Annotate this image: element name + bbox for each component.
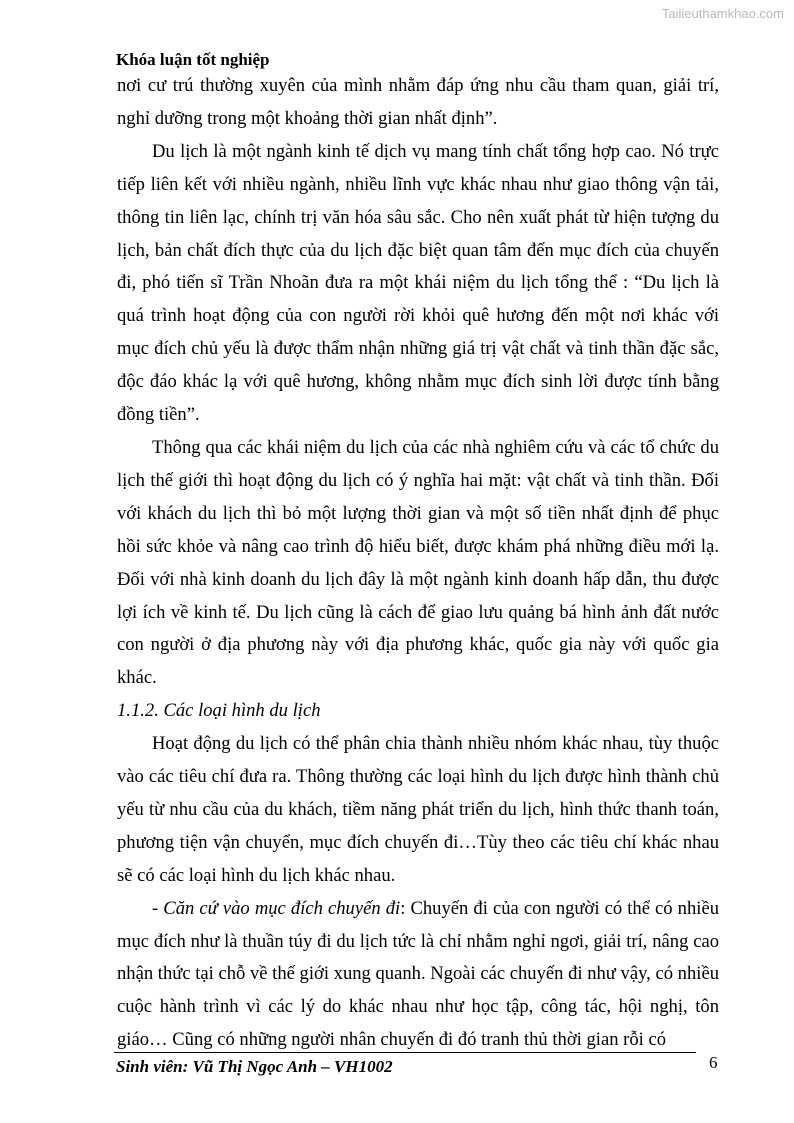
paragraph-tourism-meaning: Thông qua các khái niệm du lịch của các nhà nghiêm cứu và các tổ chức du lịch thế giới thì hoạt động du lịch có ý nghĩa hai mặt: vật chất và tinh thần. Đối với khách du lịch thì bỏ một lượng thời gian và một số tiền nhất định để phục hồi sức khỏe và nâng cao trình độ hiểu biết, được khám phá những điều mới lạ. Đối với nhà kinh doanh du lịch đây là một ngành kinh doanh hấp dẫn, thu được lợi ích về kinh tế. Du lịch cũng là cách để giao lưu quảng bá hình ảnh đất nước con người ở địa phương này với địa phương khác, quốc gia này với quốc gia khác. <box>117 436 719 689</box>
paragraph-tourism-definition: Du lịch là một ngành kinh tế dịch vụ mang tính chất tổng hợp cao. Nó trực tiếp liên kết với nhiều ngành, nhiều lĩnh vực khác nhau như giao thông vận tải, thông tin liên lạc, chính trị văn hóa sâu sắc. Cho nên xuất phát từ hiện tượng du lịch, bản chất đích thực của du lịch đặc biệt quan tâm đến mục đích của chuyến đi, phó tiến sĩ Trần Nhoãn đưa ra một khái niệm du lịch tổng thể : “Du lịch là quá trình hoạt động của con người rời khỏi quê hương đến một nơi khác với mục đích chủ yếu là được thẩm nhận những giá trị vật chất và tinh thần đặc sắc, độc đáo khác lạ với quê hương, không nhằm mục đích sinh lời được tính bằng đồng tiền”. <box>117 140 719 426</box>
footer-student: Sinh viên: Vũ Thị Ngọc Anh – VH1002 <box>116 1057 393 1076</box>
section-heading: 1.1.2. Các loại hình du lịch <box>117 700 321 722</box>
page-number: 6 <box>709 1053 718 1072</box>
criteria-text: : Chuyến đi của con người có thể có nhiều mục đích như là thuần túy đi du lịch tức là chỉ nhằm nghỉ ngơi, giải trí, nâng cao nhận thức tại chỗ về thế giới xung quanh. Ngoài các chuyến đi như vậy, có nhiều cuộc hành trình vì các lý do khác nhau như học tập, công tác, hội nghị, tôn giáo… Cũng có những người nhân chuyến đi đó tranh thủ thời gian rỗi có <box>117 897 719 1051</box>
criteria-label: Căn cứ vào mục đích chuyến đi <box>163 897 401 919</box>
list-dash: - <box>152 897 164 919</box>
paragraph-continuation: nơi cư trú thường xuyên của mình nhằm đáp ứng nhu cầu tham quan, giải trí, nghỉ dưỡng trong một khoảng thời gian nhất định”. <box>117 75 719 129</box>
page-header-title: Khóa luận tốt nghiệp <box>116 50 270 69</box>
body-text <box>117 70 719 1057</box>
paragraph-tourism-types: Hoạt động du lịch có thể phân chia thành nhiều nhóm khác nhau, tùy thuộc vào các tiêu chí đưa ra. Thông thường các loại hình du lịch được hình thành chủ yếu từ nhu cầu của du khách, tiềm năng phát triển du lịch, hình thức thanh toán, phương tiện vận chuyển, mục đích chuyến đi…Tùy theo các tiêu chí khác nhau sẽ có các loại hình du lịch khác nhau. <box>117 733 719 886</box>
paragraph-criteria-purpose <box>117 893 719 1058</box>
watermark: Tailieuthamkhao.com <box>661 6 784 21</box>
footer-divider <box>114 1052 696 1053</box>
